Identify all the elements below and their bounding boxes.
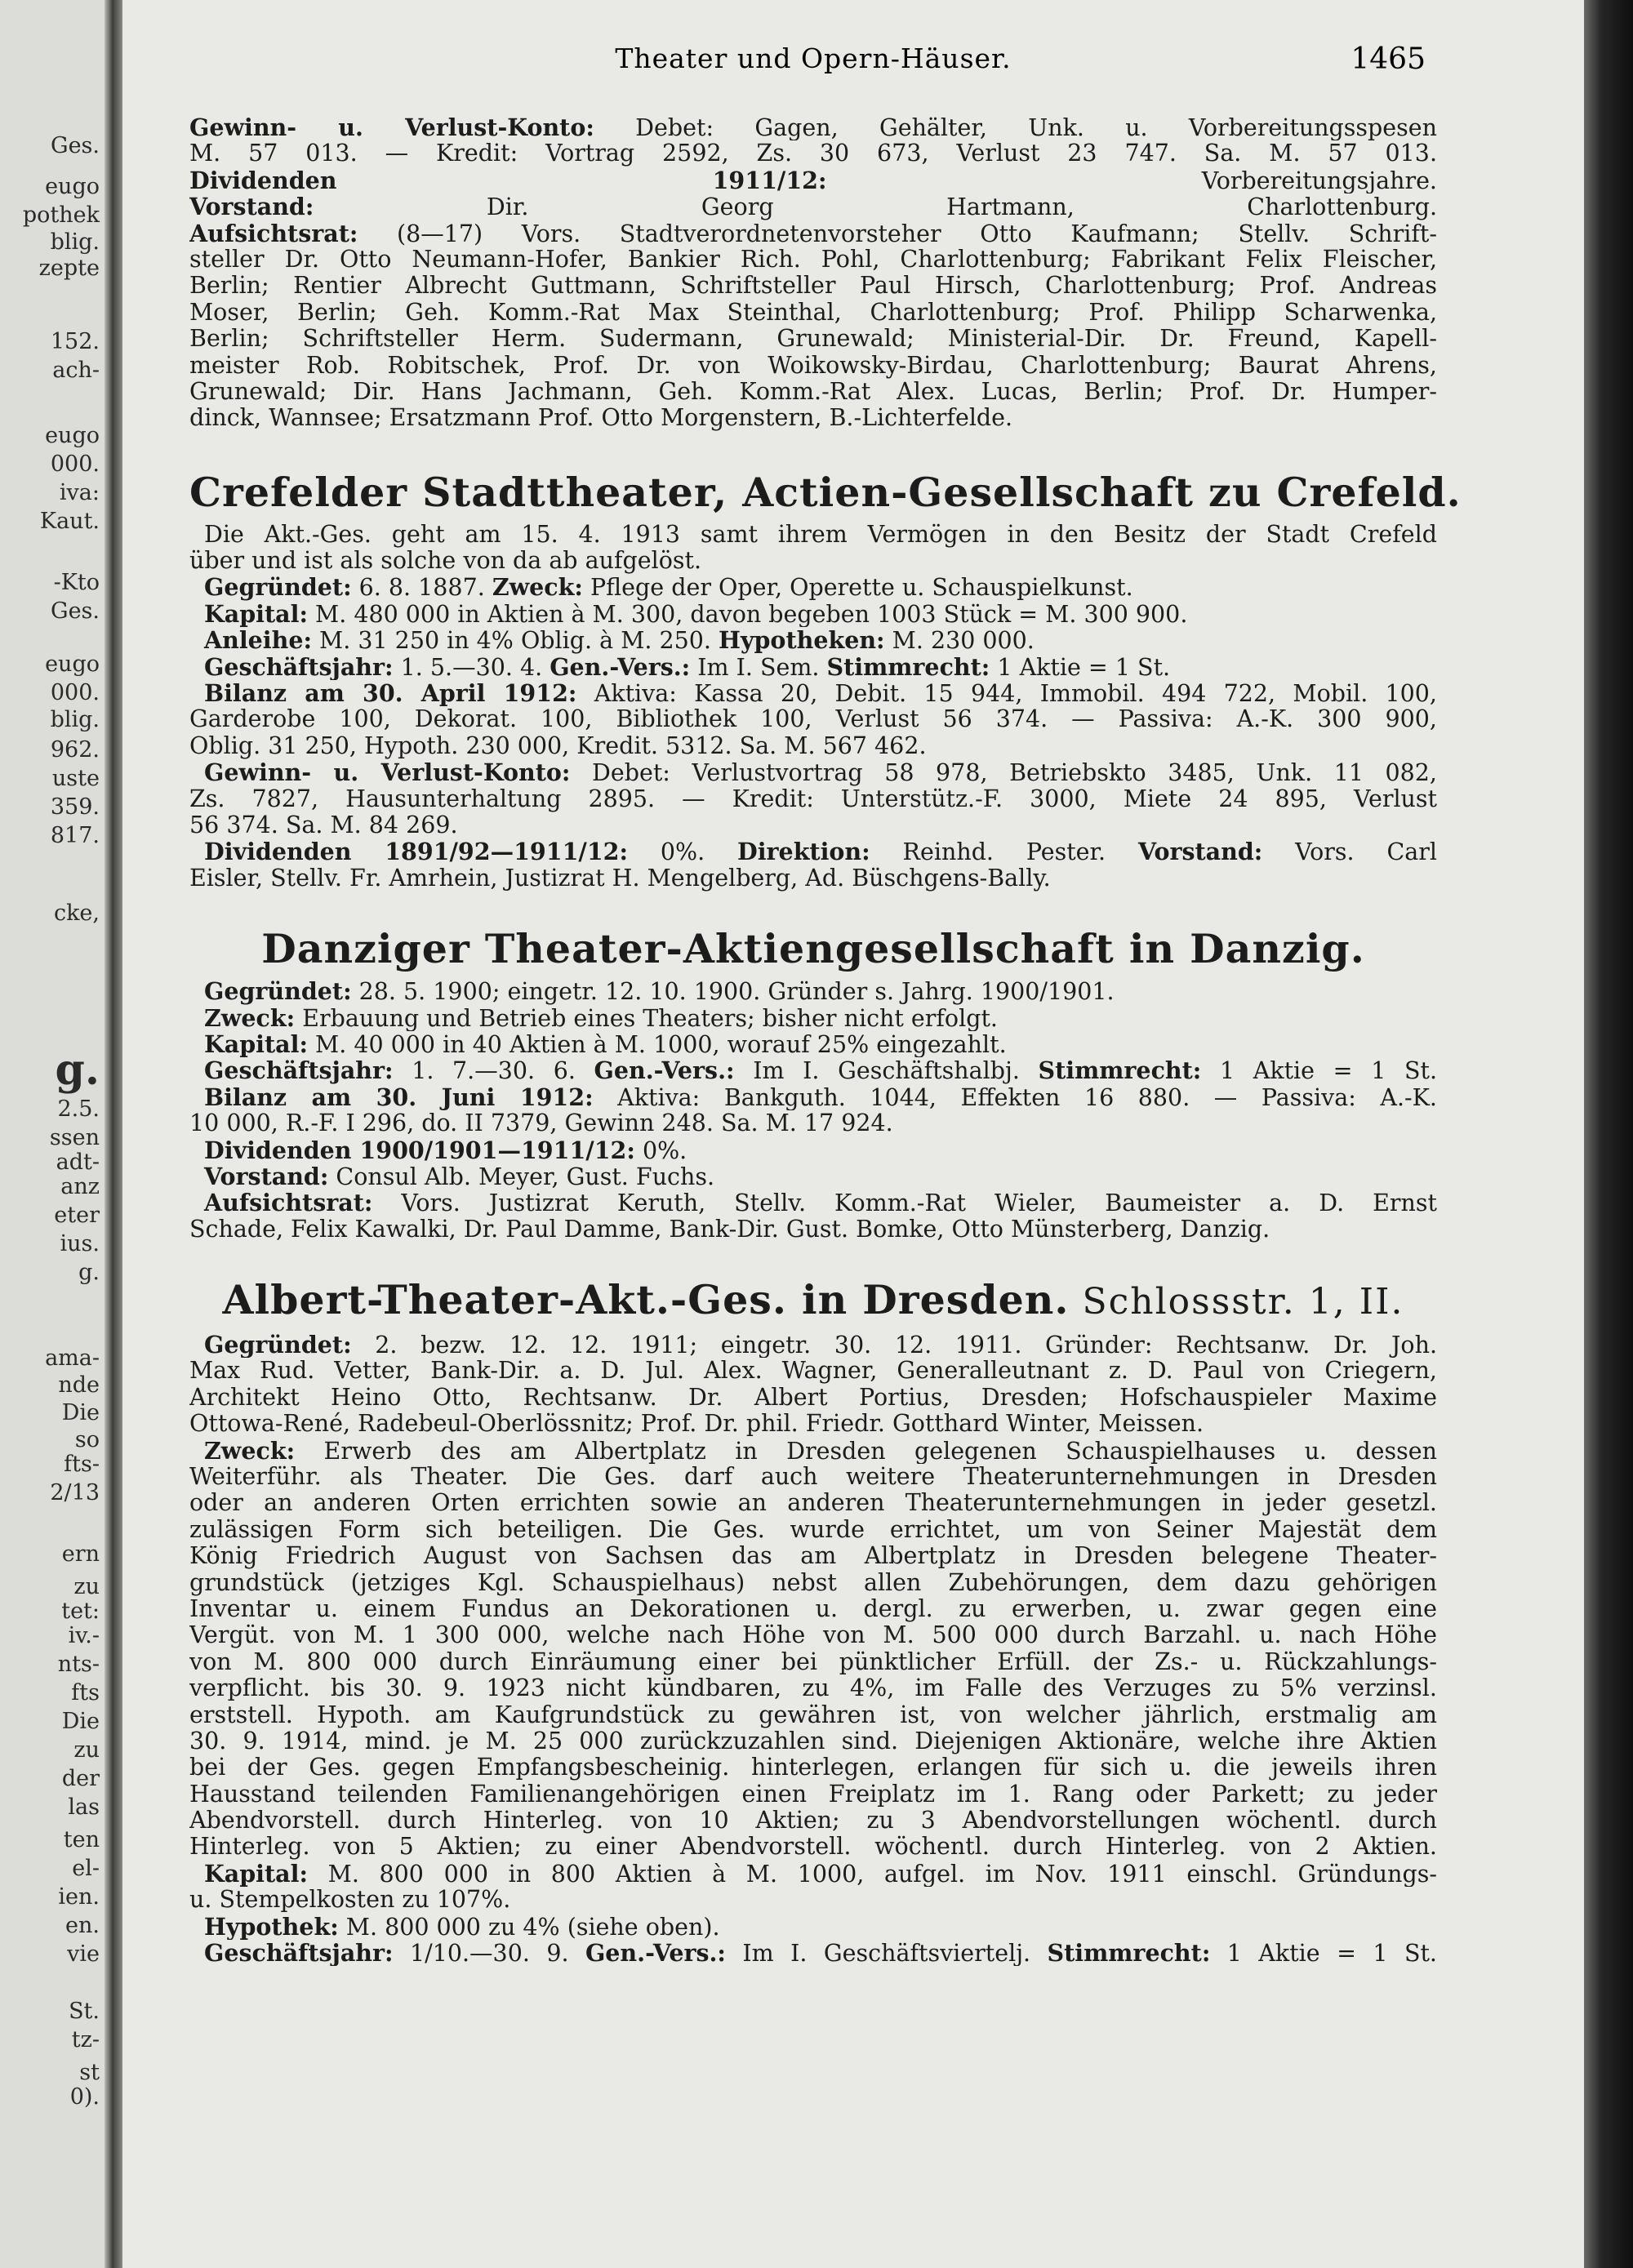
- field-label: Dividenden 1900/1901—1911/12:: [204, 1136, 635, 1163]
- text-line: [189, 1057, 1437, 1083]
- margin-fragment: eter: [54, 1203, 100, 1228]
- field-text: Ottowa-René, Radebeul-Oberlössnitz; Prof. Dr. phil. Friedr. Gotthard Winter, Meissen.: [189, 1411, 1204, 1438]
- page-edge-shadow: [1584, 0, 1633, 2268]
- company-name: Albert-Theater-Akt.-Ges. in Dresden.: [222, 1276, 1070, 1324]
- text-line: [189, 838, 1437, 865]
- field-text: M. 31 250 in 4% Oblig. à M. 250.: [312, 627, 719, 654]
- field-label: Kapital:: [204, 600, 308, 628]
- text-line: [189, 1216, 1437, 1243]
- field-text: über und ist als solche von da ab aufgelöst.: [189, 548, 702, 575]
- margin-fragment: 2/13: [50, 1480, 100, 1505]
- text-line: [189, 1332, 1437, 1358]
- text-line: [189, 1464, 1437, 1490]
- margin-fragment: so: [74, 1427, 100, 1452]
- margin-fragment: Die: [61, 1709, 100, 1734]
- text-line: [189, 1084, 1437, 1110]
- text-line: [189, 1005, 1437, 1031]
- field-text: Eisler, Stellv. Fr. Amrhein, Justizrat H. Mengelberg, Ad. Büschgens-Bally.: [189, 865, 1051, 892]
- text-line: [189, 1031, 1437, 1057]
- text-line: [189, 1358, 1437, 1384]
- field-text: Max Rud. Vetter, Bank-Dir. a. D. Jul. Alex. Wagner, Generalleutnant z. D. Paul von Criegern,: [189, 1358, 1437, 1385]
- text-line: [189, 1490, 1437, 1516]
- text-line: [189, 786, 1437, 812]
- field-text: Vors. Justizrat Keruth, Stellv. Komm.-Rat Wieler, Baumeister a. D. Ernst: [372, 1190, 1437, 1216]
- field-text: 1. 5.—30. 4.: [393, 653, 550, 681]
- text-line: [189, 140, 1437, 167]
- text-line: [189, 1861, 1437, 1887]
- text-line: [189, 1887, 1437, 1913]
- field-text: erststell. Hypoth. am Kaufgrundstück zu gewähren ist, von welcher jährlich, erstmalig am: [189, 1701, 1437, 1728]
- text-line: [189, 1438, 1437, 1464]
- margin-fragment: blig.: [50, 707, 100, 732]
- text-line: [189, 1834, 1437, 1860]
- text-line: [189, 247, 1437, 273]
- field-label: Aufsichtsrat:: [204, 1190, 373, 1216]
- text-line: [189, 1728, 1437, 1754]
- margin-fragment: adt-: [56, 1150, 100, 1175]
- margin-fragment: ten: [63, 1827, 100, 1852]
- field-text: Grunewald; Dir. Hans Jachmann, Geh. Komm.-Rat Alex. Lucas, Berlin; Prof. Dr. Humper-: [189, 378, 1437, 405]
- field-text: 1/10.—30. 9.: [393, 1940, 585, 1967]
- field-text: Reinhd. Pester.: [870, 838, 1138, 865]
- field-text: 56 374. Sa. M. 84 269.: [189, 812, 458, 838]
- margin-fragment: Ges.: [51, 598, 100, 624]
- field-label: Stimmrecht:: [826, 653, 990, 681]
- field-text: 28. 5. 1900; eingetr. 12. 10. 1900. Gründer s. Jahrg. 1900/1901.: [351, 978, 1115, 1005]
- field-label: Geschäftsjahr:: [204, 1940, 394, 1967]
- field-text: Aktiva: Kassa 20, Debit. 15 944, Immobil. 494 722, Mobil. 100,: [576, 680, 1437, 707]
- field-label: Gewinn- u. Verlust-Konto:: [189, 114, 594, 141]
- field-label: Dividenden 1911/12:: [189, 167, 827, 194]
- text-line: [189, 1914, 1437, 1940]
- field-text: 0%.: [628, 838, 737, 865]
- text-line: [189, 733, 1437, 759]
- field-text: dinck, Wannsee; Ersatzmann Prof. Otto Morgenstern, B.-Lichterfelde.: [189, 405, 1013, 432]
- field-label: Bilanz am 30. Juni 1912:: [204, 1083, 594, 1111]
- field-text: Vergüt. von M. 1 300 000, welche nach Höhe von M. 500 000 durch Barzahl. u. nach Höhe: [189, 1622, 1437, 1649]
- field-text: Schade, Felix Kawalki, Dr. Paul Damme, Bank-Dir. Gust. Bomke, Otto Münsterberg, Danzig.: [189, 1216, 1270, 1243]
- margin-fragment: zu: [73, 1737, 100, 1763]
- field-text: 1 Aktie = 1 St.: [990, 653, 1171, 681]
- margin-fragment: uste: [51, 766, 100, 791]
- company-name: Crefelder Stadttheater, Actien-Gesellschaft zu Crefeld.: [189, 468, 1462, 516]
- field-text: Berlin; Schriftsteller Herm. Sudermann, Grunewald; Ministerial-Dir. Dr. Freund, Kapell-: [189, 326, 1437, 353]
- margin-fragment: nts-: [57, 1652, 100, 1677]
- field-text: Pflege der Oper, Operette u. Schauspielkunst.: [582, 574, 1133, 601]
- field-text: steller Dr. Otto Neumann-Hofer, Bankier Rich. Pohl, Charlottenburg; Fabrikant Felix Fleischer,: [189, 246, 1437, 273]
- field-text: Consul Alb. Meyer, Gust. Fuchs.: [328, 1163, 715, 1190]
- field-text: M. 480 000 in Aktien à M. 300, davon begeben 1003 Stück = M. 300 900.: [307, 600, 1188, 628]
- company-heading: [189, 1275, 1437, 1327]
- text-line: [189, 574, 1437, 600]
- margin-fragment: 359.: [50, 794, 100, 820]
- company-heading: [189, 924, 1437, 973]
- text-line: [189, 1940, 1437, 1966]
- company-address: Schlossstr. 1, II.: [1069, 1281, 1404, 1323]
- text-line: [189, 114, 1437, 140]
- margin-fragment: 000.: [50, 451, 100, 477]
- field-text: oder an anderen Orten errichten sowie an anderen Theaterunternehmungen in jeder gesetzl.: [189, 1490, 1437, 1517]
- book-gutter: [105, 0, 122, 2268]
- text-line: [189, 680, 1437, 706]
- margin-fragment: 817.: [50, 823, 100, 848]
- margin-fragment: eugo: [45, 651, 100, 677]
- margin-fragment: blig.: [50, 229, 100, 255]
- field-text: grundstück (jetziges Kgl. Schauspielhaus) nebst allen Zubehörungen, dem dazu gehörigen: [189, 1569, 1437, 1596]
- field-text: Erwerb des am Albertplatz in Dresden gelegenen Schauspielhauses u. dessen: [295, 1437, 1437, 1465]
- company-name: Danziger Theater-Aktiengesellschaft in Danzig.: [261, 925, 1365, 973]
- field-text: Vors. Carl: [1262, 838, 1437, 865]
- text-line: [189, 353, 1437, 379]
- field-label: Gen.-Vers.:: [550, 653, 691, 681]
- text-line: [189, 1622, 1437, 1648]
- field-label: Vorstand:: [189, 193, 314, 220]
- text-line: [189, 1163, 1437, 1190]
- text-line: [189, 379, 1437, 405]
- field-label: Gegründet:: [204, 574, 352, 601]
- field-text: M. 800 000 in 800 Aktien à M. 1000, aufgel. im Nov. 1911 einschl. Gründungs-: [307, 1860, 1437, 1888]
- running-header: [189, 42, 1437, 75]
- field-text: Hausstand teilenden Familienangehörigen einen Freiplatz im 1. Rang oder Parkett; zu jeder: [189, 1781, 1437, 1808]
- field-text: meister Rob. Robitschek, Prof. Dr. von Woikowsky-Birdau, Charlottenburg; Baurat Ahrens,: [189, 352, 1437, 379]
- margin-fragment: ssen: [49, 1125, 100, 1150]
- field-label: Gen.-Vers.:: [594, 1057, 735, 1084]
- margin-fragment: zepte: [38, 256, 100, 281]
- field-text: 1. 7.—30. 6.: [393, 1057, 594, 1084]
- margin-fragment: Ges.: [51, 133, 100, 158]
- field-text: von M. 800 000 durch Einräumung einer bei pünktlicher Erfüll. der Zs.- u. Rückzahlungs-: [189, 1648, 1437, 1675]
- field-label: Stimmrecht:: [1038, 1057, 1202, 1084]
- company-entry: [189, 468, 1462, 892]
- margin-fragment: eugo: [45, 423, 100, 448]
- margin-fragment: el-: [72, 1856, 100, 1881]
- field-text: Weiterführ. als Theater. Die Ges. darf auch weitere Theaterunternehmungen in Dresden: [189, 1464, 1437, 1491]
- field-text: Oblig. 31 250, Hypoth. 230 000, Kredit. 5312. Sa. M. 567 462.: [189, 732, 927, 759]
- field-label: Zweck:: [204, 1437, 296, 1465]
- margin-fragment: cke,: [53, 901, 100, 926]
- margin-fragment: g.: [55, 1045, 100, 1095]
- field-text: Im I. Geschäftsviertelj.: [725, 1940, 1048, 1967]
- page-body: [189, 114, 1462, 1967]
- margin-fragment: Die: [61, 1400, 100, 1425]
- field-text: Debet: Gagen, Gehälter, Unk. u. Vorbereitungsspesen: [594, 114, 1437, 141]
- field-text: Erbauung und Betrieb eines Theaters; bisher nicht erfolgt.: [295, 1004, 998, 1031]
- field-label: Geschäftsjahr:: [204, 1057, 394, 1084]
- text-line: [189, 1649, 1437, 1675]
- field-text: Garderobe 100, Dekorat. 100, Bibliothek 100, Verlust 56 374. — Passiva: A.-K. 300 900,: [189, 706, 1437, 733]
- field-label: Zweck:: [492, 574, 583, 601]
- margin-fragment: g.: [78, 1260, 100, 1285]
- field-label: Gegründet:: [204, 1332, 352, 1359]
- text-line: [189, 522, 1437, 548]
- margin-fragment: eugo: [45, 174, 100, 199]
- text-line: [189, 1754, 1437, 1781]
- field-text: 0%.: [634, 1136, 687, 1163]
- field-label: Hypotheken:: [719, 627, 885, 654]
- text-line: [189, 1702, 1437, 1728]
- field-text: (8—17) Vors. Stadtverordnetenvorsteher Otto Kaufmann; Stellv. Schrift-: [358, 220, 1437, 247]
- text-line: [189, 1570, 1437, 1596]
- company-entry: [189, 1275, 1437, 1966]
- field-label: Gen.-Vers.:: [585, 1940, 726, 1967]
- field-label: Stimmrecht:: [1047, 1940, 1211, 1967]
- margin-fragment: las: [68, 1794, 100, 1820]
- field-label: Gegründet:: [204, 978, 352, 1005]
- margin-fragment: -Kto: [53, 570, 100, 595]
- running-header-title: Theater und Opern-Häuser.: [615, 42, 1012, 74]
- field-label: Bilanz am 30. April 1912:: [204, 680, 577, 707]
- field-text: M. 40 000 in 40 Aktien à M. 1000, worauf 25% eingezahlt.: [307, 1030, 1007, 1058]
- margin-fragment: fts: [71, 1680, 100, 1705]
- field-label: Gewinn- u. Verlust-Konto:: [204, 759, 571, 786]
- margin-fragment: fts-: [64, 1452, 100, 1477]
- text-line: [189, 548, 1437, 574]
- text-line: [189, 1137, 1437, 1163]
- field-label: Aufsichtsrat:: [189, 220, 358, 247]
- field-text: M. 800 000 zu 4% (siehe oben).: [338, 1913, 720, 1941]
- text-line: [189, 1190, 1437, 1216]
- text-line: [189, 759, 1437, 785]
- margin-fragment: tet:: [61, 1599, 100, 1624]
- text-line: [189, 1781, 1437, 1808]
- field-text: Vorbereitungsjahre.: [826, 167, 1437, 194]
- text-line: [189, 978, 1437, 1004]
- field-label: Anleihe:: [204, 627, 312, 654]
- margin-fragment: der: [61, 1766, 100, 1791]
- company-heading: [189, 468, 1462, 517]
- margin-fragment: iv.-: [68, 1623, 100, 1648]
- margin-fragment: ien.: [58, 1884, 100, 1910]
- field-text: 1 Aktie = 1 St.: [1210, 1940, 1437, 1967]
- text-line: [189, 865, 1437, 892]
- text-line: [189, 627, 1437, 653]
- margin-fragment: St.: [69, 1999, 100, 2024]
- text-line: [189, 1808, 1437, 1834]
- text-line: [189, 654, 1437, 680]
- field-text: Im I. Geschäftshalbj.: [734, 1057, 1039, 1084]
- text-line: [189, 601, 1437, 627]
- field-text: Debet: Verlustvortrag 58 978, Betriebskto 3485, Unk. 11 082,: [570, 759, 1437, 786]
- field-label: Hypothek:: [204, 1913, 339, 1941]
- field-text: zulässigen Form sich beteiligen. Die Ges. wurde errichtet, um von Seiner Majestät dem: [189, 1516, 1437, 1543]
- margin-fragment: tz-: [71, 2027, 100, 2052]
- previous-page-edge: [0, 0, 105, 2268]
- field-label: Dividenden 1891/92—1911/12:: [204, 838, 629, 865]
- text-line: [189, 812, 1437, 838]
- text-line: [189, 1543, 1437, 1569]
- margin-fragment: 000.: [50, 680, 100, 705]
- text-line: [189, 405, 1437, 431]
- margin-fragment: st: [79, 2060, 100, 2085]
- text-line: [189, 1411, 1437, 1437]
- field-text: 1 Aktie = 1 St.: [1201, 1057, 1437, 1084]
- field-text: Abendvorstell. durch Hinterleg. von 10 Aktien; zu 3 Abendvorstellungen wöchentl. durch: [189, 1808, 1437, 1834]
- field-text: Die Akt.-Ges. geht am 15. 4. 1913 samt ihrem Vermögen in den Besitz der Stadt Crefeld: [204, 521, 1437, 548]
- field-text: 2. bezw. 12. 12. 1911; eingetr. 30. 12. 1911. Gründer: Rechtsanw. Dr. Joh.: [351, 1332, 1437, 1359]
- margin-fragment: nde: [58, 1372, 100, 1398]
- field-text: König Friedrich August von Sachsen das am Albertplatz in Dresden belegene Theater-: [189, 1543, 1437, 1570]
- text-line: [189, 1110, 1437, 1136]
- field-text: Zs. 7827, Hausunterhaltung 2895. — Kredit: Unterstütz.-F. 3000, Miete 24 895, Verlust: [189, 785, 1437, 812]
- margin-fragment: 0).: [69, 2084, 100, 2110]
- page-number: 1465: [1350, 42, 1426, 76]
- margin-fragment: en.: [65, 1913, 100, 1938]
- margin-fragment: anz: [60, 1174, 100, 1199]
- field-text: Dir. Georg Hartmann, Charlottenburg.: [314, 193, 1437, 220]
- margin-fragment: Kaut.: [39, 509, 100, 534]
- field-label: Direktion:: [737, 838, 870, 865]
- field-text: Im I. Sem.: [690, 653, 827, 681]
- field-text: 6. 8. 1887.: [351, 574, 492, 601]
- text-line: [189, 220, 1437, 247]
- field-text: M. 57 013. — Kredit: Vortrag 2592, Zs. 30 673, Verlust 23 747. Sa. M. 57 013.: [189, 140, 1437, 167]
- field-text: u. Stempelkosten zu 107%.: [189, 1887, 511, 1914]
- text-line: [189, 193, 1437, 220]
- field-text: Berlin; Rentier Albrecht Guttmann, Schriftsteller Paul Hirsch, Charlottenburg; Prof. Andreas: [189, 273, 1437, 300]
- company-entry: [189, 924, 1437, 1243]
- text-line: [189, 273, 1437, 299]
- field-label: Vorstand:: [1137, 838, 1263, 865]
- field-text: Aktiva: Bankguth. 1044, Effekten 16 880. — Passiva: A.-K.: [593, 1083, 1437, 1111]
- text-line: [189, 1675, 1437, 1701]
- margin-fragment: ach-: [52, 358, 100, 383]
- text-line: [189, 1596, 1437, 1622]
- field-label: Geschäftsjahr:: [204, 653, 394, 681]
- field-text: Hinterleg. von 5 Aktien; zu einer Abendvorstell. wöchentl. durch Hinterleg. von 2 Aktien.: [189, 1834, 1437, 1861]
- field-label: Kapital:: [204, 1860, 308, 1888]
- field-text: verpflicht. bis 30. 9. 1923 nicht kündbaren, zu 4%, im Falle des Verzuges zu 5% verzinsl.: [189, 1675, 1437, 1702]
- margin-fragment: 962.: [50, 737, 100, 763]
- field-text: Inventar u. einem Fundus an Dekorationen u. dergl. zu erwerben, u. zwar gegen eine: [189, 1595, 1437, 1622]
- margin-fragment: ama-: [45, 1345, 100, 1371]
- field-text: Moser, Berlin; Geh. Komm.-Rat Max Steinthal, Charlottenburg; Prof. Philipp Scharwenka,: [189, 299, 1437, 326]
- field-text: bei der Ges. gegen Empfangsbescheinig. hinterlegen, erlangen für sich u. die jeweils ihren: [189, 1754, 1437, 1781]
- margin-fragment: 2.5.: [57, 1096, 100, 1122]
- margin-fragment: pothek: [22, 202, 100, 228]
- margin-fragment: 152.: [50, 329, 100, 354]
- field-text: 30. 9. 1914, mind. je M. 25 000 zurückzuzahlen sind. Diejenigen Aktionäre, welche ihre Aktien: [189, 1728, 1437, 1754]
- field-label: Vorstand:: [204, 1163, 329, 1190]
- margin-fragment: ern: [61, 1541, 100, 1567]
- margin-fragment: iva:: [59, 480, 100, 505]
- text-line: [189, 300, 1437, 326]
- field-label: Kapital:: [204, 1030, 308, 1058]
- text-line: [189, 1385, 1437, 1411]
- margin-fragment: zu: [73, 1574, 100, 1599]
- text-line: [189, 167, 1437, 193]
- margin-fragment: ius.: [60, 1231, 100, 1256]
- text-line: [189, 1517, 1437, 1543]
- text-line: [189, 326, 1437, 352]
- margin-fragment: vie: [67, 1941, 100, 1967]
- text-line: [189, 706, 1437, 732]
- field-text: M. 230 000.: [884, 627, 1035, 654]
- field-text: Architekt Heino Otto, Rechtsanw. Dr. Albert Portius, Dresden; Hofschauspieler Maxime: [189, 1384, 1437, 1411]
- field-text: 10 000, R.-F. I 296, do. II 7379, Gewinn 248. Sa. M. 17 924.: [189, 1110, 893, 1137]
- field-label: Zweck:: [204, 1004, 296, 1031]
